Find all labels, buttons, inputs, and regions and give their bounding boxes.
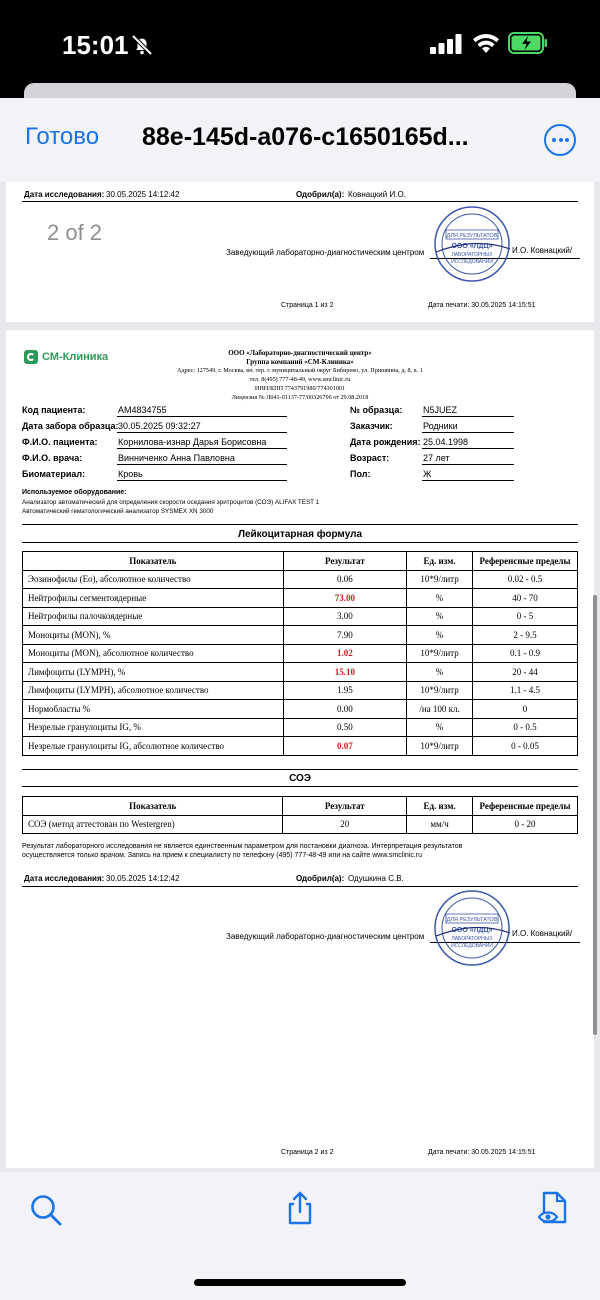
field-underline <box>117 432 287 433</box>
indicator-cell: Нормобласты % <box>23 700 284 719</box>
field-label: Ф.И.О. пациента: <box>22 437 98 447</box>
table-header-row <box>23 552 578 571</box>
field-value: 30.05.2025 09:32:27 <box>118 421 201 431</box>
result-cell: 0.50 <box>283 718 406 737</box>
scrollbar[interactable] <box>593 595 597 1035</box>
column-header: Референсные пределы <box>472 797 577 816</box>
esr-table <box>22 796 578 834</box>
result-cell: 0.07 <box>283 737 406 756</box>
column-header: Результат <box>283 552 406 571</box>
column-header: Ед. изм. <box>407 797 473 816</box>
unit-cell: % <box>407 663 473 682</box>
table-row <box>23 718 578 737</box>
field-underline <box>422 432 514 433</box>
result-cell: 1.02 <box>283 644 406 663</box>
head-label: Заведующий лабораторно-диагностическим центром <box>226 932 425 941</box>
indicator-cell: Лимфоциты (LYMPH), абсолютное количество <box>23 681 284 700</box>
indicator-cell: Незрелые гранулоциты IG, % <box>23 718 284 737</box>
org-header <box>120 349 480 402</box>
cellular-signal-icon <box>430 34 462 54</box>
table-row <box>23 700 578 719</box>
document-preview-icon[interactable] <box>536 1190 572 1226</box>
share-icon[interactable] <box>282 1190 318 1226</box>
field-underline <box>117 464 287 465</box>
approved-label: Одобрил(а): <box>296 190 345 199</box>
org-name: ООО «Лабораторно-диагностический центр» <box>228 349 372 357</box>
status-time: 15:01 <box>62 30 129 60</box>
reference-cell: 40 - 70 <box>473 589 578 608</box>
table-row <box>23 815 578 834</box>
document-title: 88e-145d-a076-c1650165d... <box>142 123 469 151</box>
unit-cell: % <box>407 626 473 645</box>
svg-text:ИССЛЕДОВАНИЙ: ИССЛЕДОВАНИЙ <box>451 943 493 949</box>
clinic-logo-icon <box>24 350 38 364</box>
stamp-icon <box>432 888 512 968</box>
svg-text:ООО «ЛДЦ»: ООО «ЛДЦ» <box>451 927 493 934</box>
org-address: Адрес: 127549, г. Москва, вн. тер. г. муниципальный округ Бибирево, ул. Пришвина, д. 8, к. 1 <box>177 367 423 374</box>
page-footer: Страница 1 из 2 <box>281 302 334 309</box>
head-label: Заведующий лабораторно-диагностическим центром <box>226 248 425 257</box>
indicator-cell: Эозинофилы (Eo), абсолютное количество <box>23 570 284 589</box>
field-value: Винниченко Анна Павловна <box>118 453 235 463</box>
approved-value: Ковнацкий И.О. <box>348 190 406 199</box>
unit-cell: % <box>407 607 473 626</box>
reference-cell: 1.1 - 4.5 <box>473 681 578 700</box>
field-underline <box>117 416 287 417</box>
leukocyte-table <box>22 551 578 756</box>
sheet-grabber[interactable] <box>24 83 576 99</box>
field-underline <box>422 480 514 481</box>
table-row <box>23 626 578 645</box>
reference-cell: 0.1 - 0.9 <box>473 644 578 663</box>
unit-cell: /на 100 кл. <box>407 700 473 719</box>
print-date: Дата печати: 30.05.2025 14:15:51 <box>428 302 536 309</box>
field-underline <box>422 416 514 417</box>
column-header: Показатель <box>23 552 284 571</box>
field-label: Заказчик: <box>350 421 393 431</box>
org-inn: ИНН/КПП 7743791980/774301001 <box>254 385 346 392</box>
field-value: Кровь <box>118 469 143 479</box>
unit-cell: мм/ч <box>407 815 473 834</box>
org-license: Лицензия № Л041-01137-77/00326706 от 29.08.2018 <box>231 394 369 401</box>
equipment-item: Автоматический гематологический анализатор SYSMEX XN 3000 <box>22 508 214 515</box>
unit-cell: 10*9/литр <box>407 644 473 663</box>
divider <box>22 542 578 543</box>
exam-date-label: Дата исследования: <box>24 190 105 199</box>
battery-charging-icon <box>508 32 548 54</box>
table-row <box>23 681 578 700</box>
unit-cell: 10*9/литр <box>407 737 473 756</box>
reference-cell: 20 - 44 <box>473 663 578 682</box>
page-indicator: 2 of 2 <box>47 220 103 245</box>
indicator-cell: СОЭ (метод аттестован по Westergren) <box>23 815 283 834</box>
field-value: Родники <box>423 421 458 431</box>
field-value: Корнилова-изнар Дарья Борисовна <box>118 437 267 447</box>
field-underline <box>422 464 514 465</box>
head-sign: И.О. Ковнацкий/ <box>512 929 573 938</box>
field-label: Биоматериал: <box>22 469 86 479</box>
divider <box>22 886 578 887</box>
field-label: Возраст: <box>350 453 390 463</box>
result-cell: 3.00 <box>283 607 406 626</box>
unit-cell: 10*9/литр <box>407 570 473 589</box>
print-date: Дата печати: 30.05.2025 14:15:51 <box>428 1149 536 1156</box>
svg-text:ДЛЯ РЕЗУЛЬТАТОВ: ДЛЯ РЕЗУЛЬТАТОВ <box>446 233 498 239</box>
approved-label: Одобрил(а): <box>296 874 345 883</box>
svg-text:ЛАБОРАТОРНЫХ: ЛАБОРАТОРНЫХ <box>451 252 493 258</box>
field-label: Ф.И.О. врача: <box>22 453 83 463</box>
table-row <box>23 607 578 626</box>
more-options-icon[interactable] <box>544 124 576 156</box>
reference-cell: 2 - 9.5 <box>473 626 578 645</box>
divider <box>22 201 578 202</box>
divider <box>22 786 578 787</box>
reference-cell: 0 - 0.05 <box>473 737 578 756</box>
home-indicator[interactable] <box>194 1279 406 1286</box>
exam-date-value: 30.05.2025 14:12:42 <box>106 190 180 199</box>
equipment-item: Анализатор автоматический для определения скорости оседания эритроцитов (СОЭ) ALIFAX TEST 1 <box>22 499 320 506</box>
status-bar <box>0 0 600 92</box>
indicator-cell: Моноциты (MON), абсолютное количество <box>23 644 284 663</box>
field-value: AM4834755 <box>118 405 167 415</box>
svg-text:ИССЛЕДОВАНИЙ: ИССЛЕДОВАНИЙ <box>451 259 493 265</box>
org-phone: тел. 8(495) 777-48-49, www.smclinic.ru <box>249 376 351 383</box>
result-cell: 20 <box>283 815 407 834</box>
table-row <box>23 663 578 682</box>
table-row <box>23 737 578 756</box>
indicator-cell: Незрелые гранулоциты IG, абсолютное количество <box>23 737 284 756</box>
svg-text:ООО «ЛДЦ»: ООО «ЛДЦ» <box>451 243 493 250</box>
search-icon[interactable] <box>28 1192 64 1228</box>
field-underline <box>117 480 287 481</box>
disclaimer: Результат лабораторного исследования не является единственным параметром для постановки диагноза. Интерпретация результатов <box>22 843 463 850</box>
wifi-icon <box>472 32 500 54</box>
table-header-row <box>23 797 578 816</box>
head-sign: И.О. Ковнацкий/ <box>512 246 573 255</box>
field-label: Пол: <box>350 469 371 479</box>
result-cell: 73.00 <box>283 589 406 608</box>
column-header: Результат <box>283 797 407 816</box>
exam-date-value: 30.05.2025 14:12:42 <box>106 874 180 883</box>
field-label: Дата забора образца: <box>22 421 119 431</box>
field-underline <box>422 448 514 449</box>
field-underline <box>117 448 287 449</box>
field-value: N5JUEZ <box>423 405 458 415</box>
field-label: Дата рождения: <box>350 437 421 447</box>
esr-table-title: СОЭ <box>289 773 311 784</box>
org-group: Группа компаний «СМ-Клиника» <box>246 357 354 366</box>
equipment-label: Используемое оборудование: <box>22 489 127 496</box>
page-footer: Страница 2 из 2 <box>281 1149 334 1156</box>
reference-cell: 0 - 5 <box>473 607 578 626</box>
indicator-cell: Нейтрофилы сегментоядерные <box>23 589 284 608</box>
field-label: Код пациента: <box>22 405 86 415</box>
approved-value: Одушкина С.В. <box>348 874 404 883</box>
result-cell: 15.10 <box>283 663 406 682</box>
result-cell: 0.06 <box>283 570 406 589</box>
table-row <box>23 644 578 663</box>
exam-date-label: Дата исследования: <box>24 874 105 883</box>
result-cell: 1.95 <box>283 681 406 700</box>
field-value: 25.04.1998 <box>423 437 469 447</box>
indicator-cell: Моноциты (MON), % <box>23 626 284 645</box>
result-cell: 0.00 <box>283 700 406 719</box>
table-row <box>23 589 578 608</box>
unit-cell: 10*9/литр <box>407 681 473 700</box>
clinic-logo <box>24 350 108 364</box>
reference-cell: 0.02 - 0.5 <box>473 570 578 589</box>
unit-cell: % <box>407 589 473 608</box>
field-value: Ж <box>423 469 432 479</box>
field-value: 27 лет <box>423 453 450 463</box>
bell-slash-icon <box>130 33 154 57</box>
indicator-cell: Нейтрофилы палочкоядерные <box>23 607 284 626</box>
disclaimer: осуществляется только врачом. Запись на прием к специалисту по телефону (495) 777-48-49 или на сайте www.smclinic.ru <box>22 852 422 859</box>
divider <box>22 524 578 525</box>
reference-cell: 0 - 20 <box>472 815 577 834</box>
column-header: Показатель <box>23 797 283 816</box>
column-header: Референсные пределы <box>473 552 578 571</box>
unit-cell: % <box>407 718 473 737</box>
field-label: № образца: <box>350 405 403 415</box>
divider <box>22 769 578 770</box>
indicator-cell: Лимфоциты (LYMPH), % <box>23 663 284 682</box>
svg-text:ЛАБОРАТОРНЫХ: ЛАБОРАТОРНЫХ <box>451 936 493 942</box>
done-button[interactable]: Готово <box>25 123 100 150</box>
leukocyte-table-title: Лейкоцитарная формула <box>237 529 363 540</box>
svg-text:ДЛЯ РЕЗУЛЬТАТОВ: ДЛЯ РЕЗУЛЬТАТОВ <box>446 917 498 923</box>
reference-cell: 0 - 0.5 <box>473 718 578 737</box>
clinic-logo-text: СМ-Клиника <box>42 351 109 363</box>
table-row <box>23 570 578 589</box>
column-header: Ед. изм. <box>407 552 473 571</box>
stamp-icon <box>432 204 512 284</box>
reference-cell: 0 <box>473 700 578 719</box>
result-cell: 7.90 <box>283 626 406 645</box>
